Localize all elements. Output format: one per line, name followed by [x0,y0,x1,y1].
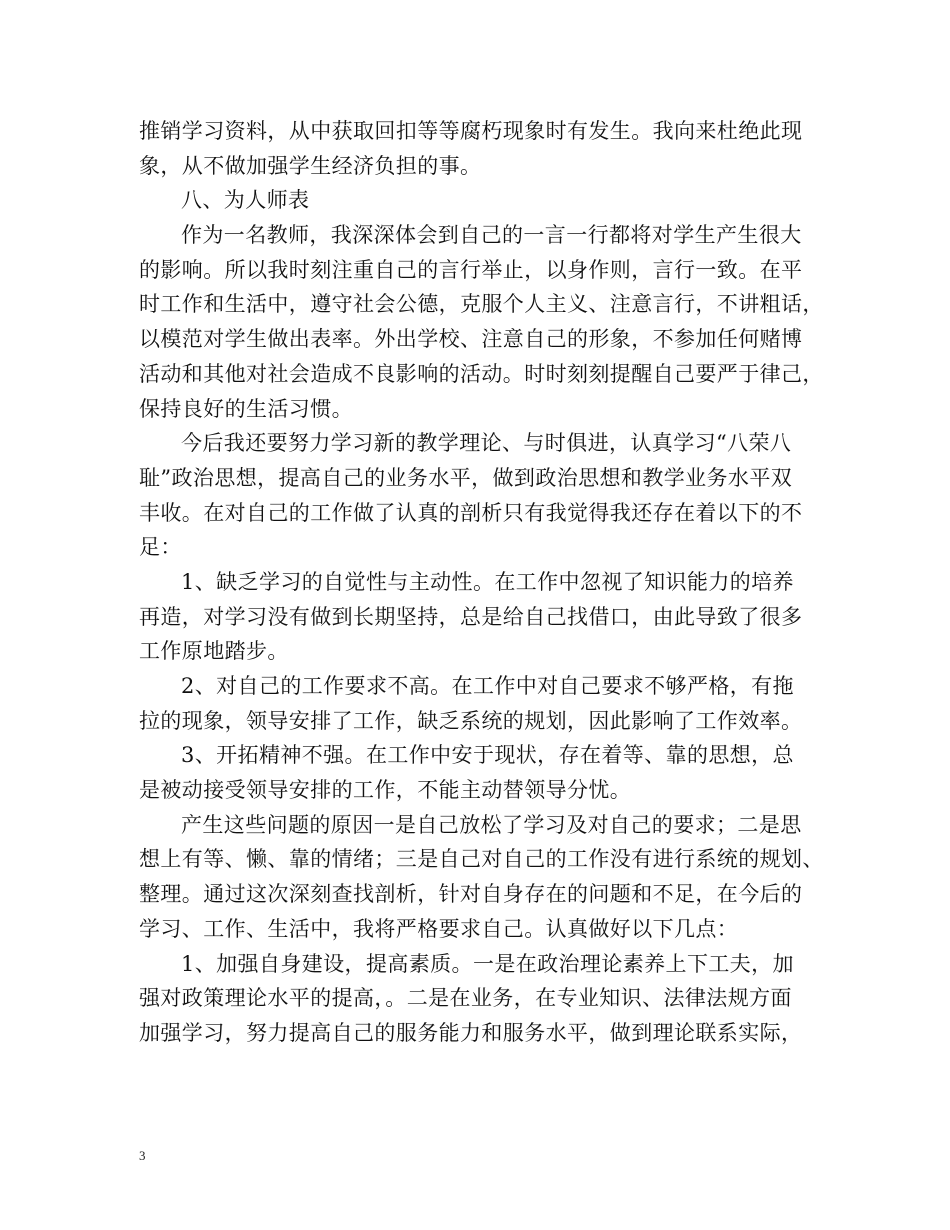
text-line: 推销学习资料，从中获取回扣等等腐朽现象时有发生。我向来杜绝此现 [139,119,803,143]
text-line: 作为一名教师，我深深体会到自己的一言一行都将对学生产生很大 [181,223,802,248]
text-line: 加强学习，努力提高自己的服务能力和服务水平，做到理论联系实际， [139,1020,803,1045]
text-line: 以模范对学生做出表率。外出学校、注意自己的形象，不参加任何赌博 [139,327,803,352]
text-line: 时工作和生活中，遵守社会公德，克服个人主义、注意言行，不讲粗话， [139,292,824,317]
text-line: 强对政策理论水平的提高，。二是在业务，在专业知识、法律法规方面 [139,986,792,1011]
body-text [139,114,824,1051]
text-line: 象，从不做加强学生经济负担的事。 [139,153,482,178]
text-line: 产生这些问题的原因一是自己放松了学习及对自己的要求；二是思 [181,812,802,837]
text-line: 1、缺乏学习的自觉性与主动性。在工作中忽视了知识能力的培养 [181,569,794,594]
text-line: 再造，对学习没有做到长期坚持，总是给自己找借口，由此导致了很多 [139,604,803,629]
text-line: 耻”政治思想，提高自己的业务水平，做到政治思想和教学业务水平双 [139,465,793,490]
text-line: 想上有等、懒、靠的情绪；三是自己对自己的工作没有进行系统的规划、 [139,847,824,872]
text-line: 工作原地踏步。 [139,639,289,664]
text-line: 保持良好的生活习惯。 [139,396,353,421]
text-line: 学习、工作、生活中，我将严格要求自己。认真做好以下几点： [139,916,739,941]
text-line: 拉的现象，领导安排了工作，缺乏系统的规划，因此影响了工作效率。 [139,708,803,733]
text-line: 丰收。在对自己的工作做了认真的剖析只有我觉得我还存在着以下的不 [139,500,803,525]
text-line: 八、为人师表 [181,188,310,213]
text-line: 的影响。所以我时刻注重自己的言行举止，以身作则，言行一致。在平 [139,257,803,282]
text-line: 是被动接受领导安排的工作，不能主动替领导分忧。 [139,778,632,803]
text-line: 今后我还要努力学习新的教学理论、与时俱进，认真学习“八荣八 [181,431,792,456]
text-line: 1、加强自身建设，提高素质。一是在政治理论素养上下工夫，加 [181,951,794,976]
text-line: 活动和其他对社会造成不良影响的活动。时时刻刻提醒自己要严于律己， [139,361,824,386]
text-line: 足： [139,535,182,560]
text-line: 3、开拓精神不强。在工作中安于现状，存在着等、靠的思想，总 [181,743,794,768]
page-number: 3 [139,1148,146,1163]
text-line: 2、对自己的工作要求不高。在工作中对自己要求不够严格，有拖 [181,674,794,698]
text-line: 整理。通过这次深刻查找剖析，针对自身存在的问题和不足，在今后的 [139,882,803,907]
